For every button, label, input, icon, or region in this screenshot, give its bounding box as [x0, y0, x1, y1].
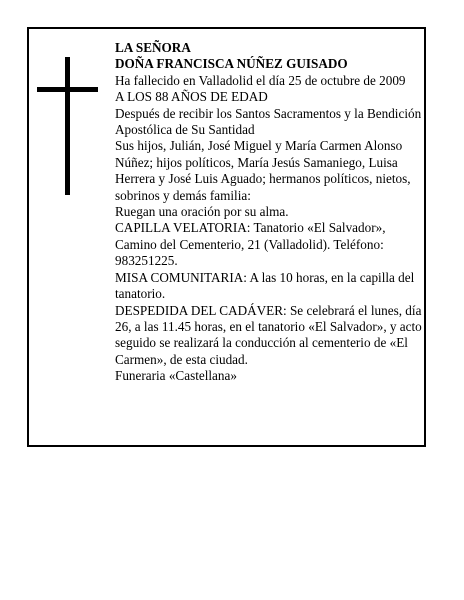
- chapel-info: CAPILLA VELATORIA: Tanatorio «El Salvador», Camino del Cementerio, 21 (Valladolid). Teléfono: 983251225.: [115, 220, 386, 269]
- age-statement: A LOS 88 AÑOS DE EDAD: [115, 89, 268, 105]
- sacraments-statement: Después de recibir los Santos Sacramentos y la Bendición Apostólica de Su Santidad: [115, 105, 422, 138]
- mass-info: MISA COMUNITARIA: A las 10 horas, en la capilla del tanatorio.: [115, 269, 415, 302]
- obituary-text: [115, 40, 422, 385]
- farewell-info: DESPEDIDA DEL CADÁVER: Se celebrará el lunes, día 26, a las 11.45 horas, en el tanatorio «El Salvador», y acto seguido se realizará la conducción al cementerio de «El Carmen», de esta ciudad.: [115, 302, 422, 367]
- funeral-home: Funeraria «Castellana»: [115, 368, 237, 384]
- prayer-request: Ruegan una oración por su alma.: [115, 204, 289, 220]
- deceased-name: DOÑA FRANCISCA NÚÑEZ GUISADO: [115, 56, 348, 72]
- death-statement: Ha fallecido en Valladolid el día 25 de octubre de 2009: [115, 72, 406, 88]
- notice-title: LA SEÑORA: [115, 40, 191, 55]
- cross-icon: [65, 57, 70, 195]
- cross-icon-crossbar: [37, 87, 98, 92]
- family-statement: Sus hijos, Julián, José Miguel y María Carmen Alonso Núñez; hijos políticos, María Jesús Samaniego, Luisa Herrera y José Luis Aguado; hermanos políticos, nietos, sobrinos y demás familia:: [115, 138, 411, 203]
